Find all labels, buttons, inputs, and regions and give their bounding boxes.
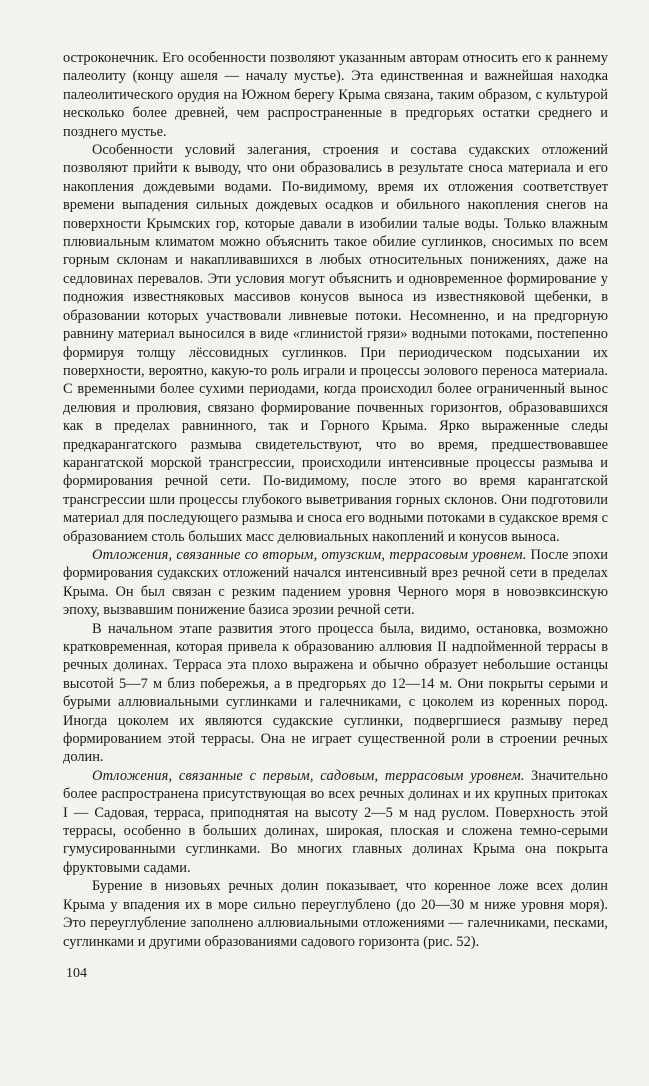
paragraph-terrace-ii: В начальном этапе развития этого процесса была, видимо, остановка, возможно кратковременная, которая привела к образованию аллювия II надпойменной террасы в речных долинах. Терраса эта плохо выражена и обычно образует небольшие останцы высотой 5—7 м близ побережья, а в предгорьях до 12—14 м. Они покрыты серыми и бурыми аллювиальными суглинками и галечниками, с цоколем из коренных пород. Иногда цоколем их являются судакские суглинки, подвергшиеся размыву перед формированием этой террасы. Она не играет существенной роли в строении речных долин. [63,620,608,766]
section-heading-otuz: Отложения, связанные со вторым, отузским, террасовым уровнем. [92,546,527,563]
page-number: 104 [66,966,87,981]
paragraph-otuz-terrace [63,546,608,620]
paragraph-otuz-text: После эпохи формирования судакских отложений начался интенсивный врез речной сети в пределах Крыма. Он был связан с резким падением уровня Черного моря в новоэвксинскую эпоху, вызвавшим понижение базиса эрозии речной сети. [63,546,608,619]
paragraph-sadovy-terrace [63,767,608,877]
paragraph-continuation: остроконечник. Его особенности позволяют указанным авторам относить его к раннему палеолиту (концу ашеля — началу мустье). Эта единственная и важнейшая находка палеолитического орудия на Южном берегу Крыма связана, таким образом, с культурой несколько более древней, чем распространенные в предгорьях остатки среднего и позднего мустье. [63,50,608,140]
section-heading-sadovy: Отложения, связанные с первым, садовым, террасовым уровнем. [92,767,525,784]
paragraph-sadovy-text: Значительно более распространена присутствующая во всех речных долинах и их крупных притоках I — Садовая, терраса, приподнятая на высоту 2—5 м над руслом. Поверхность этой террасы, особенно в больших долинах, широкая, плоская и сложена темно-серыми гумусированными суглинками. Во многих главных долинах Крыма она покрыта фруктовыми садами. [63,767,608,876]
paragraph-drilling: Бурение в низовьях речных долин показывает, что коренное ложе всех долин Крыма у впадения их в море сильно переуглублено (до 20—30 м ниже уровня моря). Это переуглубление заполнено аллювиальными отложениями — галечниками, песками, суглинками и другими образованиями садового горизонта (рис. 52). [63,878,608,950]
page-body [63,49,608,951]
paragraph-sudak-deposits: Особенности условий залегания, строения и состава судакских отложений позволяют прийти к выводу, что они образовались в результате сноса материала и его накопления дождевыми водами. По-видимому, время их отложения соответствует времени выпадения сильных дождевых осадков и обильного накопления снегов на поверхности Крымских гор, которые давали в изобилии талые воды. Только влажным плювиальным климатом можно объяснить такое обилие суглинков, сносимых по всем горным склонам и накапливавшихся в любых относительных понижениях, даже на седловинах перевалов. Эти условия могут объяснить и одновременное формирование у подножия известняковых массивов конусов выноса из известняковой щебенки, в образовании которых участвовали ливневые потоки. Несомненно, и на предгорную равнину материал выносился в виде «глинистой грязи» водными потоками, постепенно формируя толщу лёссовидных суглинков. При периодическом подсыхании их поверхности, вероятно, какую-то роль играли и процессы эолового переноса материала. С временными более сухими периодами, когда происходил более ограниченный вынос делювия и пролювия, связано формирование почвенных горизонтов, образовавшихся как в пределах равнинного, так и Горного Крыма. Ярко выраженные следы предкарангатского размыва свидетельствуют, что во время, предшествовавшее карангатской морской трансгрессии, происходили интенсивные процессы размыва и формирования речной сети. По-видимому, после этого во время карангатской трансгрессии шли процессы глубокого выветривания горных склонов. Они подготовили материал для последующего размыва и сноса его водными потоками в судакское время с образованием столь больших масс делювиальных накоплений и конусов выноса. [63,142,608,545]
